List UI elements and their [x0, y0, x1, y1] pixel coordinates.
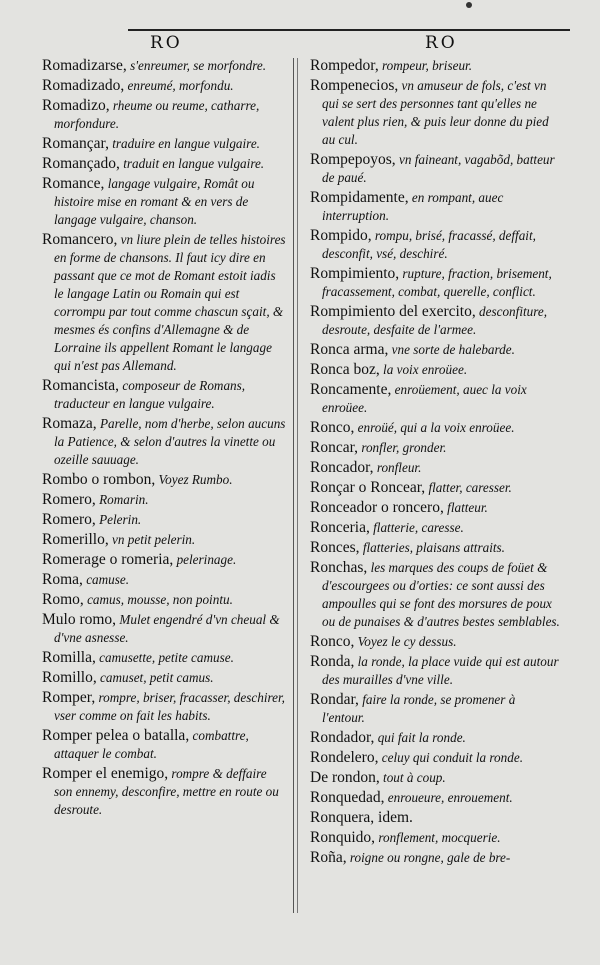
entry-headword: Rompimiento del exercito, — [310, 303, 476, 320]
entry-headword: Romançado, — [42, 155, 120, 172]
entry-definition: celuy qui conduit la ronde. — [378, 750, 523, 765]
entry-definition: Pelerin. — [95, 512, 142, 527]
dictionary-entry — [310, 57, 560, 75]
entry-definition: rheume ou reume, catharre, morfondure. — [54, 98, 260, 131]
dictionary-entry — [42, 669, 287, 687]
entry-headword: Romancista, — [42, 377, 120, 394]
entry-headword: Ronca boz, — [310, 361, 380, 378]
dictionary-entry — [310, 559, 560, 631]
entry-definition: composeur de Romans, traducteur en langue vulgaire. — [54, 378, 246, 411]
entry-headword: Romaza, — [42, 415, 97, 432]
entry-definition: rompre & deffaire son ennemy, desconfire, mettre en route ou desroute. — [54, 766, 279, 817]
entry-definition: flatterie, caresse. — [369, 520, 464, 535]
entry-headword: Rompimiento, — [310, 265, 400, 282]
entry-headword: Rompidamente, — [310, 189, 409, 206]
left-column — [42, 57, 287, 821]
dictionary-entry — [310, 189, 560, 225]
entry-headword: Ronquera, idem. — [310, 809, 413, 826]
entry-headword: Romadizarse, — [42, 57, 127, 74]
entry-definition: ronflement, mocquerie. — [375, 830, 501, 845]
entry-definition: ronfler, gronder. — [358, 440, 447, 455]
dictionary-entry — [310, 691, 560, 727]
entry-definition: traduit en langue vulgaire. — [119, 156, 265, 171]
dictionary-entry — [310, 499, 560, 517]
entry-definition: camuset, petit camus. — [96, 670, 214, 685]
entry-headword: Ronco, — [310, 633, 355, 650]
entry-definition: Romarin. — [95, 492, 149, 507]
entry-headword: Ronces, — [310, 539, 360, 556]
entry-headword: Romero, — [42, 511, 96, 528]
entry-definition: vn amuseur de fols, c'est vn qui se sert des personnes tant qu'elles ne valent plus rien, & puis leur donne du pied au cul. — [322, 78, 549, 147]
dictionary-entry — [310, 77, 560, 149]
entry-headword: Ronquedad, — [310, 789, 385, 806]
dictionary-entry — [310, 769, 560, 787]
running-head-right: RO — [425, 33, 458, 53]
entry-definition: flatteur. — [443, 500, 488, 515]
entry-definition: les marques des coups de foüet & d'escourgees ou d'orties: ce sont aussi des ampoulles qui se font des morsures de poux ou de punaises & d'autres bestes semblables. — [322, 560, 560, 629]
column-divider — [293, 58, 294, 913]
entry-definition: qui fait la ronde. — [374, 730, 466, 745]
entry-definition: vn petit pelerin. — [108, 532, 196, 547]
entry-headword: Ronda, — [310, 653, 355, 670]
dictionary-entry — [42, 571, 287, 589]
dictionary-entry — [42, 97, 287, 133]
dictionary-entry — [42, 765, 287, 819]
entry-headword: Rompedor, — [310, 57, 379, 74]
entry-definition: rupture, fraction, brisement, fracassement, combat, querelle, conflict. — [322, 266, 552, 299]
dictionary-entry — [310, 151, 560, 187]
dictionary-entry — [42, 231, 287, 375]
entry-definition: rompre, briser, fracasser, deschirer, vser comme on fait les habits. — [54, 690, 285, 723]
dictionary-entry — [310, 479, 560, 497]
entry-headword: Romero, — [42, 491, 96, 508]
entry-headword: Romo, — [42, 591, 84, 608]
dictionary-entry — [42, 175, 287, 229]
entry-headword: Roña, — [310, 849, 347, 866]
entry-headword: Roncar, — [310, 439, 359, 456]
ink-dot — [466, 2, 472, 8]
column-divider-secondary — [297, 58, 298, 913]
entry-headword: Romançar, — [42, 135, 109, 152]
entry-definition: en rompant, auec interruption. — [322, 190, 504, 223]
dictionary-entry — [310, 265, 560, 301]
dictionary-entry — [310, 419, 560, 437]
entry-headword: Romerillo, — [42, 531, 109, 548]
dictionary-entry — [42, 551, 287, 569]
entry-headword: Romance, — [42, 175, 105, 192]
right-column — [310, 57, 560, 869]
entry-headword: Rondar, — [310, 691, 359, 708]
entry-definition: tout à coup. — [379, 770, 446, 785]
entry-definition: camuse. — [82, 572, 130, 587]
entry-headword: Rondador, — [310, 729, 375, 746]
dictionary-entry — [310, 789, 560, 807]
dictionary-entry — [42, 57, 287, 75]
dictionary-entry — [310, 653, 560, 689]
dictionary-entry — [310, 729, 560, 747]
dictionary-entry — [310, 809, 560, 827]
entry-headword: Romerage o romeria, — [42, 551, 174, 568]
running-head-left: RO — [150, 33, 183, 53]
dictionary-entry — [42, 135, 287, 153]
dictionary-entry — [310, 633, 560, 651]
entry-definition: langage vulgaire, Romât ou histoire mise en romant & en vers de langage vulgaire, chanson. — [54, 176, 255, 227]
entry-definition: pelerinage. — [173, 552, 237, 567]
entry-headword: Ronchas, — [310, 559, 368, 576]
dictionary-entry — [42, 727, 287, 763]
dictionary-entry — [310, 439, 560, 457]
dictionary-entry — [42, 491, 287, 509]
entry-definition: traduire en langue vulgaire. — [108, 136, 260, 151]
dictionary-entry — [42, 377, 287, 413]
dictionary-entry — [42, 591, 287, 609]
entry-headword: Romper, — [42, 689, 96, 706]
entry-headword: Ronçar o Roncear, — [310, 479, 426, 496]
entry-definition: enroüé, qui a la voix enroüee. — [354, 420, 515, 435]
entry-definition: flatter, caresser. — [425, 480, 512, 495]
entry-definition: rompeur, briseur. — [378, 58, 472, 73]
header-rule — [128, 29, 570, 31]
dictionary-entry — [42, 611, 287, 647]
entry-definition: desconfiture, desroute, desfaite de l'armee. — [322, 304, 548, 337]
entry-headword: Romper el enemigo, — [42, 765, 169, 782]
entry-definition: vn faineant, vagabõd, batteur de paué. — [322, 152, 555, 185]
entry-headword: Rompenecios, — [310, 77, 399, 94]
entry-definition: Parelle, nom d'herbe, selon aucuns la Patience, & selon d'autres la vinette ou ozeille sauuage. — [54, 416, 286, 467]
entry-headword: Ronceador o roncero, — [310, 499, 444, 516]
dictionary-entry — [42, 471, 287, 489]
entry-headword: Rompepoyos, — [310, 151, 396, 168]
dictionary-entry — [310, 227, 560, 263]
entry-headword: Romadizo, — [42, 97, 110, 114]
entry-definition: camus, mousse, non pointu. — [83, 592, 233, 607]
entry-headword: Roncamente, — [310, 381, 392, 398]
dictionary-entry — [42, 649, 287, 667]
entry-headword: Romilla, — [42, 649, 96, 666]
entry-headword: Roncador, — [310, 459, 374, 476]
entry-headword: De rondon, — [310, 769, 380, 786]
entry-definition: enroueure, enrouement. — [384, 790, 513, 805]
dictionary-entry — [42, 77, 287, 95]
dictionary-entry — [42, 689, 287, 725]
dictionary-entry — [42, 415, 287, 469]
entry-definition: faire la ronde, se promener à l'entour. — [322, 692, 516, 725]
dictionary-entry — [310, 303, 560, 339]
entry-headword: Rondelero, — [310, 749, 379, 766]
entry-definition: enreumé, morfondu. — [124, 78, 234, 93]
entry-headword: Ronceria, — [310, 519, 370, 536]
entry-definition: vne sorte de halebarde. — [388, 342, 515, 357]
entry-headword: Rombo o rombon, — [42, 471, 156, 488]
dictionary-entry — [310, 539, 560, 557]
entry-headword: Roma, — [42, 571, 83, 588]
entry-definition: Voyez Rumbo. — [155, 472, 233, 487]
dictionary-entry — [310, 361, 560, 379]
dictionary-entry — [42, 155, 287, 173]
entry-definition: Voyez le cy dessus. — [354, 634, 457, 649]
entry-headword: Romper pelea o batalla, — [42, 727, 190, 744]
dictionary-entry — [42, 511, 287, 529]
entry-definition: s'enreumer, se morfondre. — [126, 58, 266, 73]
entry-definition: la ronde, la place vuide qui est autour des murailles d'vne ville. — [322, 654, 559, 687]
entry-headword: Rompido, — [310, 227, 372, 244]
dictionary-entry — [42, 531, 287, 549]
entry-headword: Ronco, — [310, 419, 355, 436]
entry-definition: Mulet engendré d'vn cheual & d'vne asnesse. — [54, 612, 280, 645]
entry-definition: la voix enroüee. — [379, 362, 468, 377]
dictionary-entry — [310, 519, 560, 537]
dictionary-entry — [310, 749, 560, 767]
entry-headword: Romancero, — [42, 231, 118, 248]
dictionary-entry — [310, 341, 560, 359]
entry-headword: Romillo, — [42, 669, 97, 686]
dictionary-entry — [310, 459, 560, 477]
dictionary-entry — [310, 829, 560, 847]
entry-headword: Ronca arma, — [310, 341, 389, 358]
entry-headword: Mulo romo, — [42, 611, 117, 628]
entry-definition: rompu, brisé, fracassé, deffait, desconfit, vsé, deschiré. — [322, 228, 536, 261]
entry-headword: Ronquido, — [310, 829, 376, 846]
entry-definition: vn liure plein de telles histoires en forme de chansons. Il faut icy dire en passant que ce mot de Romant estoit iadis le langage Latin ou Romain qui est corrompu par tout comme chascun sçait, & mesmes és confins d'Allemagne & de Lorraine ils appellent Romant le langage qui n'est pas Allemand. — [54, 232, 286, 373]
dictionary-entry — [310, 381, 560, 417]
entry-definition: camusette, petite camuse. — [95, 650, 234, 665]
entry-definition: flatteries, plaisans attraits. — [359, 540, 505, 555]
entry-definition: combattre, attaquer le combat. — [54, 728, 249, 761]
entry-definition: roigne ou rongne, gale de bre- — [346, 850, 511, 865]
dictionary-entry — [310, 849, 560, 867]
entry-headword: Romadizado, — [42, 77, 125, 94]
entry-definition: ronfleur. — [373, 460, 422, 475]
entry-definition: enroüement, auec la voix enroüee. — [322, 382, 527, 415]
